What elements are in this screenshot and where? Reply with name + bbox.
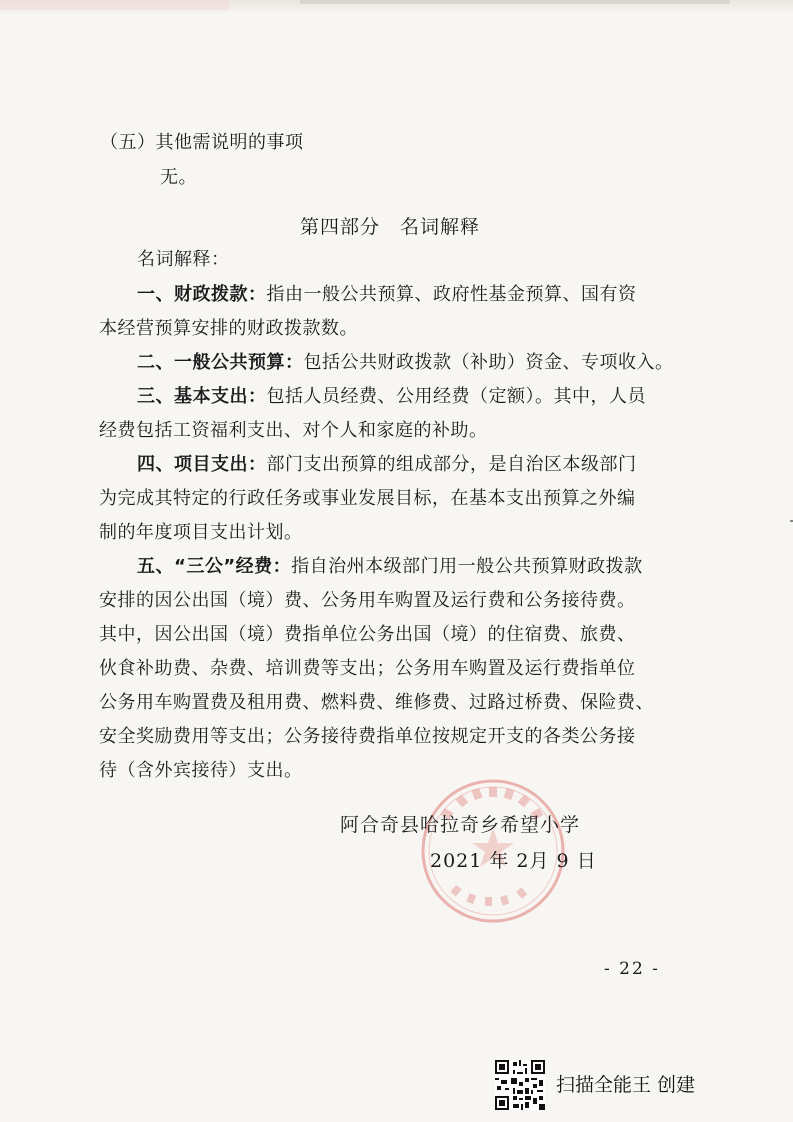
scanner-watermark-text: 扫描全能王 创建 bbox=[556, 1074, 696, 1096]
term-3-text: 包括人员经费、公用经费（定额）。其中，人员 bbox=[266, 386, 646, 407]
term-1-label: 一、财政拨款： bbox=[137, 284, 267, 305]
term-5-line-7: 待（含外宾接待）支出。 bbox=[99, 760, 303, 781]
section-title: 第四部分 名词解释 bbox=[300, 216, 481, 238]
term-2-text: 包括公共财政拨款（补助）资金、专项收入。 bbox=[303, 352, 674, 373]
term-2-line-1 bbox=[137, 350, 674, 376]
term-1-line-1 bbox=[137, 282, 637, 308]
term-3-line-2: 经费包括工资福利支出、对个人和家庭的补助。 bbox=[99, 420, 488, 441]
term-5-line-4: 伙食补助费、杂费、培训费等支出；公务用车购置及运行费指单位 bbox=[99, 658, 636, 679]
item5-heading: （五）其他需说明的事项 bbox=[100, 132, 304, 153]
term-4-line-2: 为完成其特定的行政任务或事业发展目标，在基本支出预算之外编 bbox=[99, 488, 636, 509]
term-5-line-2: 安排的因公出国（境）费、公务用车购置及运行费和公务接待费。 bbox=[99, 590, 636, 611]
terms-intro: 名词解释： bbox=[137, 249, 230, 270]
scan-edge-stain bbox=[0, 0, 230, 10]
term-5-line-5: 公务用车购置费及租用费、燃料费、维修费、过路过桥费、保险费、 bbox=[99, 692, 654, 713]
term-3-label: 三、基本支出： bbox=[137, 386, 267, 407]
page-number: - 22 - bbox=[604, 959, 660, 979]
term-4-text: 部门支出预算的组成部分，是自治区本级部门 bbox=[266, 454, 637, 475]
term-1-line-2: 本经营预算安排的财政拨款数。 bbox=[99, 318, 358, 339]
item5-body: 无。 bbox=[160, 167, 197, 188]
term-5-label: 五、“三公”经费： bbox=[137, 556, 292, 577]
scan-top-edge bbox=[0, 0, 793, 14]
term-5-line-1 bbox=[137, 554, 643, 580]
scan-edge-shadow bbox=[300, 0, 730, 4]
term-5-line-6: 安全奖励费用等支出；公务接待费指单位按规定开支的各类公务接 bbox=[99, 726, 636, 747]
term-3-line-1 bbox=[137, 384, 646, 410]
qr-code-icon bbox=[495, 1060, 545, 1110]
document-date: 2021 年 2月 9 日 bbox=[430, 850, 597, 872]
term-4-label: 四、项目支出： bbox=[137, 454, 267, 475]
term-5-text: 指自治州本级部门用一般公共预算财政拨款 bbox=[291, 556, 643, 577]
organization-name: 阿合奇县哈拉奇乡希望小学 bbox=[340, 814, 581, 836]
term-4-line-1 bbox=[137, 452, 637, 478]
term-1-text: 指由一般公共预算、政府性基金预算、国有资 bbox=[266, 284, 637, 305]
term-2-label: 二、一般公共预算： bbox=[137, 352, 304, 373]
term-4-line-3: 制的年度项目支出计划。 bbox=[99, 522, 303, 543]
term-5-line-3: 其中，因公出国（境）费指单位公务出国（境）的住宿费、旅费、 bbox=[99, 624, 636, 645]
